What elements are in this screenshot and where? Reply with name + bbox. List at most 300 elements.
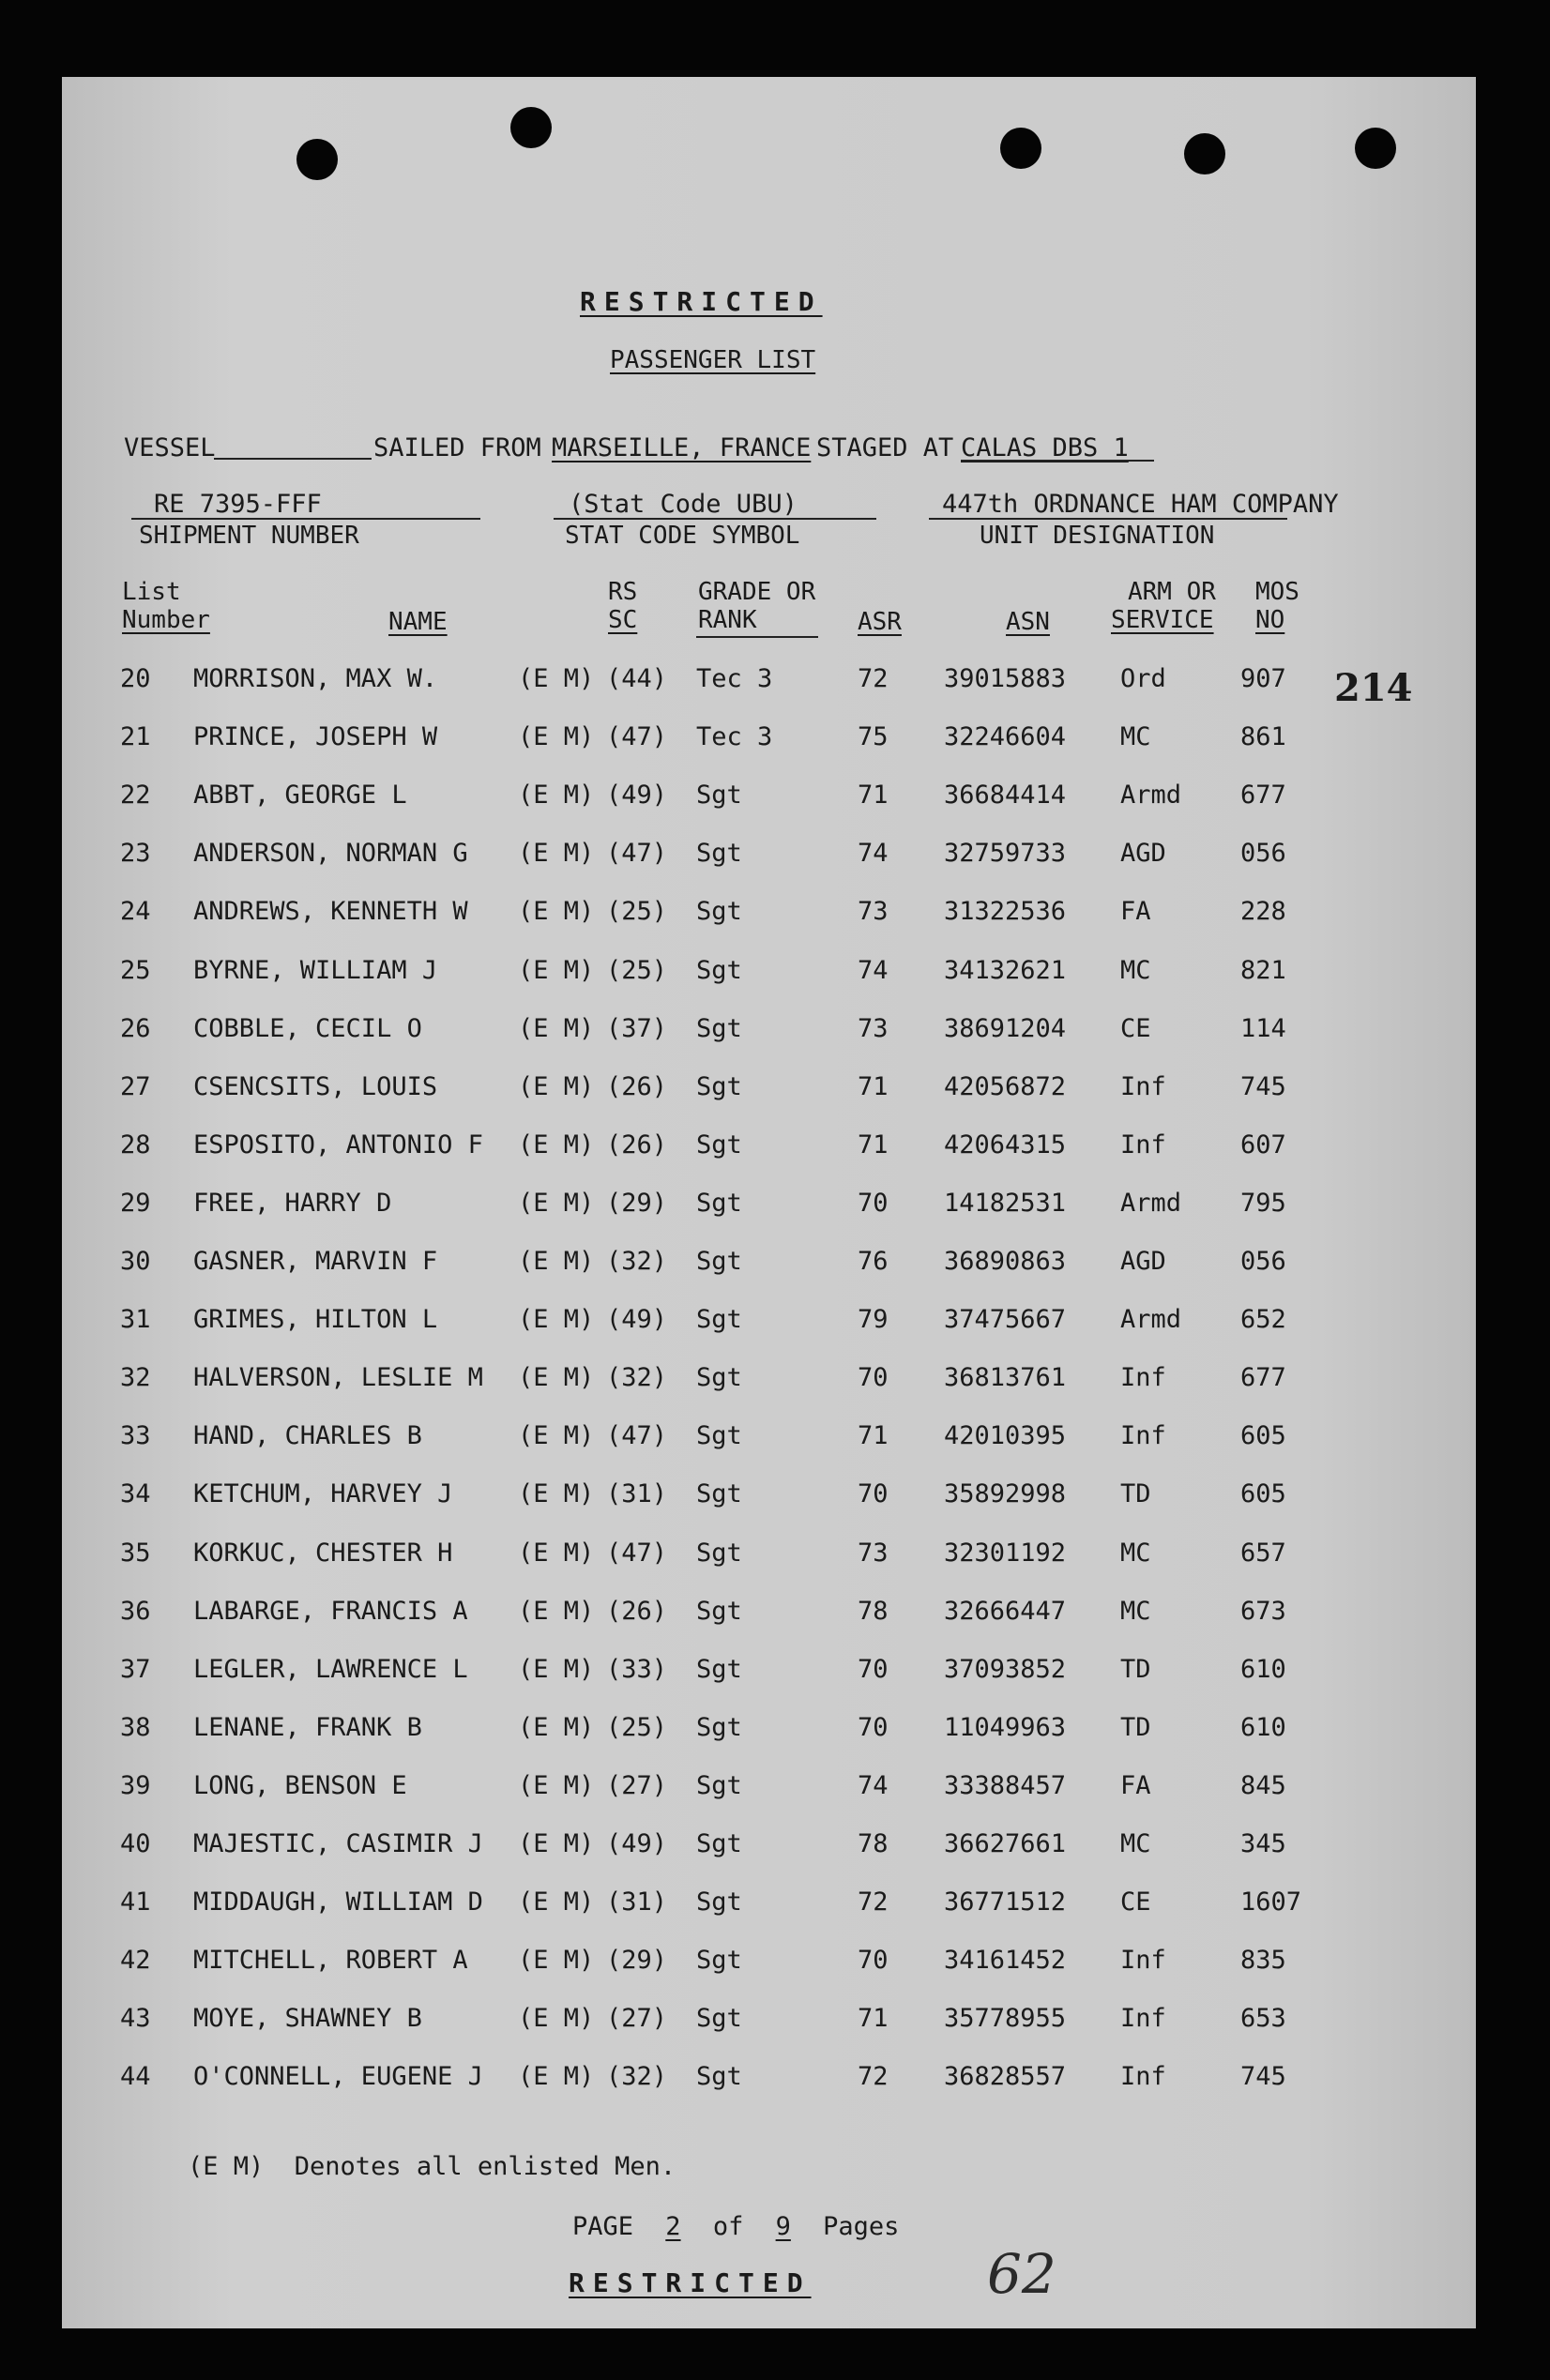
row-rank: Tec 3 bbox=[696, 722, 773, 752]
col-name: NAME bbox=[388, 608, 448, 636]
row-arm-service: TD bbox=[1120, 1479, 1151, 1509]
row-name: GRIMES, HILTON L bbox=[193, 1305, 438, 1335]
row-asr: 74 bbox=[858, 1770, 889, 1800]
row-list-number: 42 bbox=[120, 1946, 151, 1976]
row-rs-sc: (27) bbox=[606, 1770, 668, 1800]
stamp-number: 214 bbox=[1334, 666, 1413, 710]
row-list-number: 26 bbox=[120, 1013, 151, 1043]
row-asr: 78 bbox=[858, 1596, 889, 1626]
row-mos: 677 bbox=[1240, 781, 1286, 811]
table-row bbox=[0, 1479, 1550, 1517]
col-list-number-line2: Number bbox=[122, 606, 210, 634]
row-rank: Sgt bbox=[696, 1305, 742, 1335]
table-row bbox=[0, 1421, 1550, 1459]
row-em: (E M) bbox=[518, 1538, 595, 1568]
row-mos: 607 bbox=[1240, 1129, 1286, 1160]
row-mos: 745 bbox=[1240, 2062, 1286, 2092]
row-rank: Sgt bbox=[696, 1129, 742, 1160]
row-name: ABBT, GEORGE L bbox=[193, 781, 407, 811]
table-row bbox=[0, 1946, 1550, 1983]
staged-at-label: STAGED AT bbox=[816, 433, 954, 462]
row-rs-sc: (47) bbox=[606, 1421, 668, 1451]
vessel-line bbox=[214, 458, 372, 460]
row-rs-sc: (44) bbox=[606, 664, 668, 693]
row-em: (E M) bbox=[518, 781, 595, 811]
row-arm-service: CE bbox=[1120, 1887, 1151, 1918]
row-mos: 677 bbox=[1240, 1363, 1286, 1393]
row-mos: 673 bbox=[1240, 1596, 1286, 1626]
row-list-number: 22 bbox=[120, 781, 151, 811]
row-asr: 72 bbox=[858, 2062, 889, 2092]
row-rank: Sgt bbox=[696, 1421, 742, 1451]
row-list-number: 43 bbox=[120, 2004, 151, 2034]
sailed-from-value: MARSEILLE, FRANCE bbox=[552, 433, 812, 462]
row-rank: Sgt bbox=[696, 2062, 742, 2092]
row-list-number: 29 bbox=[120, 1188, 151, 1218]
row-list-number: 24 bbox=[120, 897, 151, 927]
table-row bbox=[0, 897, 1550, 934]
row-asn: 32759733 bbox=[944, 839, 1067, 869]
table-row bbox=[0, 956, 1550, 993]
row-rank: Sgt bbox=[696, 1479, 742, 1509]
row-asn: 32301192 bbox=[944, 1538, 1067, 1568]
row-em: (E M) bbox=[518, 1363, 595, 1393]
row-rs-sc: (29) bbox=[606, 1946, 668, 1976]
row-arm-service: Inf bbox=[1120, 1421, 1166, 1451]
table-row bbox=[0, 1713, 1550, 1751]
table-row bbox=[0, 722, 1550, 760]
stat-code-line bbox=[554, 518, 876, 520]
row-rs-sc: (32) bbox=[606, 2062, 668, 2092]
row-rank: Sgt bbox=[696, 839, 742, 869]
row-asr: 73 bbox=[858, 897, 889, 927]
table-row bbox=[0, 1363, 1550, 1401]
row-rs-sc: (25) bbox=[606, 897, 668, 927]
row-asn: 36890863 bbox=[944, 1247, 1067, 1276]
row-name: MORRISON, MAX W. bbox=[193, 664, 438, 693]
staged-at-value: CALAS DBS 1 bbox=[961, 433, 1129, 462]
row-rank: Tec 3 bbox=[696, 664, 773, 693]
row-asr: 72 bbox=[858, 1887, 889, 1918]
row-name: FREE, HARRY D bbox=[193, 1188, 392, 1218]
col-arm-line1: ARM OR bbox=[1128, 578, 1216, 606]
row-name: HAND, CHARLES B bbox=[193, 1421, 422, 1451]
row-mos: 1607 bbox=[1240, 1887, 1302, 1918]
table-row bbox=[0, 781, 1550, 818]
page-indicator bbox=[572, 2212, 899, 2242]
unit-designation: 447th ORDNANCE HAM COMPANY bbox=[942, 490, 1339, 519]
row-arm-service: MC bbox=[1120, 1538, 1151, 1568]
table-row bbox=[0, 1247, 1550, 1284]
row-asr: 71 bbox=[858, 1421, 889, 1451]
table-row bbox=[0, 2062, 1550, 2100]
row-name: LEGLER, LAWRENCE L bbox=[193, 1654, 468, 1684]
row-rs-sc: (26) bbox=[606, 1129, 668, 1160]
shipment-number: RE 7395-FFF bbox=[154, 490, 322, 519]
row-list-number: 21 bbox=[120, 722, 151, 752]
row-name: HALVERSON, LESLIE M bbox=[193, 1363, 483, 1393]
row-list-number: 44 bbox=[120, 2062, 151, 2092]
row-rs-sc: (25) bbox=[606, 955, 668, 985]
row-asr: 70 bbox=[858, 1712, 889, 1742]
row-arm-service: Armd bbox=[1120, 781, 1182, 811]
staged-at-line bbox=[961, 460, 1154, 462]
row-name: O'CONNELL, EUGENE J bbox=[193, 2062, 483, 2092]
row-rank: Sgt bbox=[696, 1071, 742, 1101]
row-list-number: 35 bbox=[120, 1538, 151, 1568]
row-rank: Sgt bbox=[696, 1946, 742, 1976]
row-list-number: 37 bbox=[120, 1654, 151, 1684]
row-name: KORKUC, CHESTER H bbox=[193, 1538, 453, 1568]
row-rs-sc: (32) bbox=[606, 1363, 668, 1393]
row-mos: 652 bbox=[1240, 1305, 1286, 1335]
row-list-number: 34 bbox=[120, 1479, 151, 1509]
row-mos: 907 bbox=[1240, 664, 1286, 693]
row-rank: Sgt bbox=[696, 781, 742, 811]
row-em: (E M) bbox=[518, 664, 595, 693]
row-em: (E M) bbox=[518, 722, 595, 752]
row-asn: 14182531 bbox=[944, 1188, 1067, 1218]
row-asr: 78 bbox=[858, 1829, 889, 1858]
col-mos-line1: MOS bbox=[1255, 578, 1299, 606]
col-service-line2: SERVICE bbox=[1111, 606, 1214, 634]
row-asn: 32246604 bbox=[944, 722, 1067, 752]
row-name: MAJESTIC, CASIMIR J bbox=[193, 1829, 483, 1858]
row-asr: 70 bbox=[858, 1363, 889, 1393]
col-asn: ASN bbox=[1006, 608, 1050, 636]
row-arm-service: MC bbox=[1120, 955, 1151, 985]
table-row bbox=[0, 664, 1550, 702]
row-rank: Sgt bbox=[696, 1712, 742, 1742]
table-row bbox=[0, 1829, 1550, 1867]
row-em: (E M) bbox=[518, 1770, 595, 1800]
col-mos-no bbox=[1255, 578, 1299, 634]
document-title: PASSENGER LIST bbox=[610, 346, 816, 374]
row-asn: 34161452 bbox=[944, 1946, 1067, 1976]
row-asr: 70 bbox=[858, 1479, 889, 1509]
row-mos: 610 bbox=[1240, 1654, 1286, 1684]
row-asn: 36813761 bbox=[944, 1363, 1067, 1393]
row-rs-sc: (31) bbox=[606, 1479, 668, 1509]
row-mos: 657 bbox=[1240, 1538, 1286, 1568]
row-em: (E M) bbox=[518, 955, 595, 985]
row-rank: Sgt bbox=[696, 1013, 742, 1043]
col-list-number-line1: List bbox=[122, 578, 181, 606]
row-list-number: 23 bbox=[120, 839, 151, 869]
page-label: PAGE bbox=[572, 2212, 634, 2241]
row-asn: 37093852 bbox=[944, 1654, 1067, 1684]
punch-hole bbox=[1355, 128, 1396, 169]
row-rank: Sgt bbox=[696, 1247, 742, 1276]
footnote: (E M) Denotes all enlisted Men. bbox=[188, 2152, 676, 2181]
row-rank: Sgt bbox=[696, 2004, 742, 2034]
row-rs-sc: (47) bbox=[606, 722, 668, 752]
row-arm-service: TD bbox=[1120, 1654, 1151, 1684]
row-list-number: 20 bbox=[120, 664, 151, 693]
row-asr: 71 bbox=[858, 781, 889, 811]
row-asn: 36771512 bbox=[944, 1887, 1067, 1918]
table-row bbox=[0, 839, 1550, 876]
row-asn: 35778955 bbox=[944, 2004, 1067, 2034]
row-list-number: 36 bbox=[120, 1596, 151, 1626]
row-asn: 38691204 bbox=[944, 1013, 1067, 1043]
row-em: (E M) bbox=[518, 1071, 595, 1101]
row-em: (E M) bbox=[518, 1247, 595, 1276]
table-row bbox=[0, 1771, 1550, 1809]
restricted-bottom: RESTRICTED bbox=[569, 2267, 812, 2298]
row-asn: 35892998 bbox=[944, 1479, 1067, 1509]
row-mos: 228 bbox=[1240, 897, 1286, 927]
col-rs-sc bbox=[608, 578, 637, 634]
stat-code-label: STAT CODE SYMBOL bbox=[565, 522, 800, 550]
row-arm-service: AGD bbox=[1120, 1247, 1166, 1276]
row-rank: Sgt bbox=[696, 1654, 742, 1684]
row-mos: 845 bbox=[1240, 1770, 1286, 1800]
row-mos: 056 bbox=[1240, 1247, 1286, 1276]
row-arm-service: Inf bbox=[1120, 1129, 1166, 1160]
table-row bbox=[0, 1597, 1550, 1634]
row-asn: 39015883 bbox=[944, 664, 1067, 693]
col-sc-line2: SC bbox=[608, 606, 638, 634]
row-asn: 33388457 bbox=[944, 1770, 1067, 1800]
row-arm-service: Inf bbox=[1120, 1363, 1166, 1393]
row-arm-service: Armd bbox=[1120, 1188, 1182, 1218]
table-row bbox=[0, 1130, 1550, 1168]
row-name: KETCHUM, HARVEY J bbox=[193, 1479, 453, 1509]
row-mos: 861 bbox=[1240, 722, 1286, 752]
row-name: ANDERSON, NORMAN G bbox=[193, 839, 468, 869]
row-rs-sc: (49) bbox=[606, 781, 668, 811]
row-list-number: 39 bbox=[120, 1770, 151, 1800]
row-em: (E M) bbox=[518, 1887, 595, 1918]
row-mos: 821 bbox=[1240, 955, 1286, 985]
row-arm-service: FA bbox=[1120, 1770, 1151, 1800]
row-arm-service: Inf bbox=[1120, 1071, 1166, 1101]
row-arm-service: TD bbox=[1120, 1712, 1151, 1742]
table-row bbox=[0, 1305, 1550, 1342]
row-arm-service: FA bbox=[1120, 897, 1151, 927]
row-asr: 73 bbox=[858, 1538, 889, 1568]
table-row bbox=[0, 1887, 1550, 1925]
row-em: (E M) bbox=[518, 1129, 595, 1160]
row-asr: 71 bbox=[858, 1071, 889, 1101]
row-asr: 71 bbox=[858, 1129, 889, 1160]
row-mos: 653 bbox=[1240, 2004, 1286, 2034]
row-rs-sc: (49) bbox=[606, 1305, 668, 1335]
row-list-number: 31 bbox=[120, 1305, 151, 1335]
row-list-number: 27 bbox=[120, 1071, 151, 1101]
punch-hole bbox=[510, 107, 552, 148]
shipment-line bbox=[131, 518, 480, 520]
row-arm-service: Inf bbox=[1120, 1946, 1166, 1976]
col-arm-service bbox=[1111, 578, 1216, 634]
punch-hole bbox=[1000, 128, 1041, 169]
row-name: COBBLE, CECIL O bbox=[193, 1013, 422, 1043]
row-asr: 73 bbox=[858, 1013, 889, 1043]
row-arm-service: MC bbox=[1120, 1596, 1151, 1626]
row-em: (E M) bbox=[518, 1188, 595, 1218]
row-em: (E M) bbox=[518, 1305, 595, 1335]
col-asr: ASR bbox=[858, 608, 902, 636]
row-asn: 31322536 bbox=[944, 897, 1067, 927]
table-row bbox=[0, 2004, 1550, 2041]
row-asr: 70 bbox=[858, 1946, 889, 1976]
row-asn: 36684414 bbox=[944, 781, 1067, 811]
row-arm-service: Ord bbox=[1120, 664, 1166, 693]
row-em: (E M) bbox=[518, 839, 595, 869]
row-list-number: 25 bbox=[120, 955, 151, 985]
row-em: (E M) bbox=[518, 1946, 595, 1976]
row-rs-sc: (32) bbox=[606, 1247, 668, 1276]
row-rank: Sgt bbox=[696, 897, 742, 927]
row-rank: Sgt bbox=[696, 1887, 742, 1918]
row-rs-sc: (31) bbox=[606, 1887, 668, 1918]
row-arm-service: Inf bbox=[1120, 2004, 1166, 2034]
row-name: MOYE, SHAWNEY B bbox=[193, 2004, 422, 2034]
row-asr: 71 bbox=[858, 2004, 889, 2034]
row-asn: 36828557 bbox=[944, 2062, 1067, 2092]
row-asn: 42010395 bbox=[944, 1421, 1067, 1451]
row-em: (E M) bbox=[518, 1712, 595, 1742]
col-no-line2: NO bbox=[1255, 606, 1285, 634]
row-arm-service: AGD bbox=[1120, 839, 1166, 869]
col-list-number bbox=[122, 578, 210, 634]
unit-designation-label: UNIT DESIGNATION bbox=[980, 522, 1215, 550]
row-list-number: 30 bbox=[120, 1247, 151, 1276]
row-asn: 32666447 bbox=[944, 1596, 1067, 1626]
row-asr: 76 bbox=[858, 1247, 889, 1276]
page-total: 9 bbox=[775, 2212, 791, 2241]
page-of: of bbox=[712, 2212, 744, 2241]
table-row bbox=[0, 1539, 1550, 1576]
row-em: (E M) bbox=[518, 1479, 595, 1509]
vessel-label: VESSEL bbox=[124, 433, 216, 462]
row-rank: Sgt bbox=[696, 1188, 742, 1218]
row-asn: 34132621 bbox=[944, 955, 1067, 985]
sailed-from-label: SAILED FROM bbox=[373, 433, 541, 462]
row-mos: 114 bbox=[1240, 1013, 1286, 1043]
row-em: (E M) bbox=[518, 1596, 595, 1626]
row-name: MIDDAUGH, WILLIAM D bbox=[193, 1887, 483, 1918]
row-rs-sc: (33) bbox=[606, 1654, 668, 1684]
row-asr: 75 bbox=[858, 722, 889, 752]
row-asn: 11049963 bbox=[944, 1712, 1067, 1742]
row-rank: Sgt bbox=[696, 1770, 742, 1800]
row-asr: 70 bbox=[858, 1188, 889, 1218]
row-name: CSENCSITS, LOUIS bbox=[193, 1071, 438, 1101]
row-rs-sc: (26) bbox=[606, 1071, 668, 1101]
row-rank: Sgt bbox=[696, 1363, 742, 1393]
table-row bbox=[0, 1014, 1550, 1052]
row-list-number: 33 bbox=[120, 1421, 151, 1451]
table-row bbox=[0, 1655, 1550, 1692]
row-em: (E M) bbox=[518, 897, 595, 927]
row-name: ANDREWS, KENNETH W bbox=[193, 897, 468, 927]
row-name: GASNER, MARVIN F bbox=[193, 1247, 438, 1276]
grade-underline bbox=[696, 636, 818, 638]
row-em: (E M) bbox=[518, 1654, 595, 1684]
row-mos: 795 bbox=[1240, 1188, 1286, 1218]
row-em: (E M) bbox=[518, 1829, 595, 1858]
unit-line bbox=[929, 518, 1287, 520]
row-rs-sc: (26) bbox=[606, 1596, 668, 1626]
pages-label: Pages bbox=[823, 2212, 900, 2241]
row-rs-sc: (27) bbox=[606, 2004, 668, 2034]
row-rank: Sgt bbox=[696, 1596, 742, 1626]
row-name: ESPOSITO, ANTONIO F bbox=[193, 1129, 483, 1160]
row-arm-service: Inf bbox=[1120, 2062, 1166, 2092]
col-grade-rank bbox=[698, 578, 815, 634]
restricted-top: RESTRICTED bbox=[580, 286, 823, 317]
row-arm-service: MC bbox=[1120, 722, 1151, 752]
handwritten-number: 62 bbox=[987, 2242, 1056, 2306]
row-list-number: 32 bbox=[120, 1363, 151, 1393]
row-name: LABARGE, FRANCIS A bbox=[193, 1596, 468, 1626]
row-name: LENANE, FRANK B bbox=[193, 1712, 422, 1742]
row-mos: 835 bbox=[1240, 1946, 1286, 1976]
row-asn: 42056872 bbox=[944, 1071, 1067, 1101]
row-list-number: 28 bbox=[120, 1129, 151, 1160]
col-grade-line1: GRADE OR bbox=[698, 578, 816, 606]
row-rs-sc: (37) bbox=[606, 1013, 668, 1043]
row-arm-service: Armd bbox=[1120, 1305, 1182, 1335]
row-rs-sc: (47) bbox=[606, 839, 668, 869]
punch-hole bbox=[296, 139, 338, 180]
page-current: 2 bbox=[665, 2212, 681, 2241]
row-name: BYRNE, WILLIAM J bbox=[193, 955, 438, 985]
row-asn: 42064315 bbox=[944, 1129, 1067, 1160]
row-mos: 745 bbox=[1240, 1071, 1286, 1101]
row-mos: 345 bbox=[1240, 1829, 1286, 1858]
row-asr: 72 bbox=[858, 664, 889, 693]
row-asr: 79 bbox=[858, 1305, 889, 1335]
row-rs-sc: (47) bbox=[606, 1538, 668, 1568]
row-em: (E M) bbox=[518, 2062, 595, 2092]
row-em: (E M) bbox=[518, 1013, 595, 1043]
row-rank: Sgt bbox=[696, 955, 742, 985]
row-arm-service: CE bbox=[1120, 1013, 1151, 1043]
row-name: LONG, BENSON E bbox=[193, 1770, 407, 1800]
row-rank: Sgt bbox=[696, 1829, 742, 1858]
row-asr: 70 bbox=[858, 1654, 889, 1684]
row-mos: 610 bbox=[1240, 1712, 1286, 1742]
row-arm-service: MC bbox=[1120, 1829, 1151, 1858]
row-name: MITCHELL, ROBERT A bbox=[193, 1946, 468, 1976]
row-rs-sc: (49) bbox=[606, 1829, 668, 1858]
row-em: (E M) bbox=[518, 1421, 595, 1451]
row-asr: 74 bbox=[858, 839, 889, 869]
row-list-number: 41 bbox=[120, 1887, 151, 1918]
row-em: (E M) bbox=[518, 2004, 595, 2034]
row-asr: 74 bbox=[858, 955, 889, 985]
row-list-number: 40 bbox=[120, 1829, 151, 1858]
row-asn: 37475667 bbox=[944, 1305, 1067, 1335]
shipment-number-label: SHIPMENT NUMBER bbox=[139, 522, 359, 550]
table-row bbox=[0, 1072, 1550, 1110]
row-mos: 605 bbox=[1240, 1421, 1286, 1451]
row-rs-sc: (25) bbox=[606, 1712, 668, 1742]
row-mos: 056 bbox=[1240, 839, 1286, 869]
col-rs-line1: RS bbox=[608, 578, 638, 606]
col-rank-line2: RANK bbox=[698, 606, 757, 634]
row-rank: Sgt bbox=[696, 1538, 742, 1568]
stat-code: (Stat Code UBU) bbox=[569, 490, 798, 519]
punch-hole bbox=[1184, 133, 1225, 174]
row-name: PRINCE, JOSEPH W bbox=[193, 722, 438, 752]
row-mos: 605 bbox=[1240, 1479, 1286, 1509]
row-rs-sc: (29) bbox=[606, 1188, 668, 1218]
row-list-number: 38 bbox=[120, 1712, 151, 1742]
